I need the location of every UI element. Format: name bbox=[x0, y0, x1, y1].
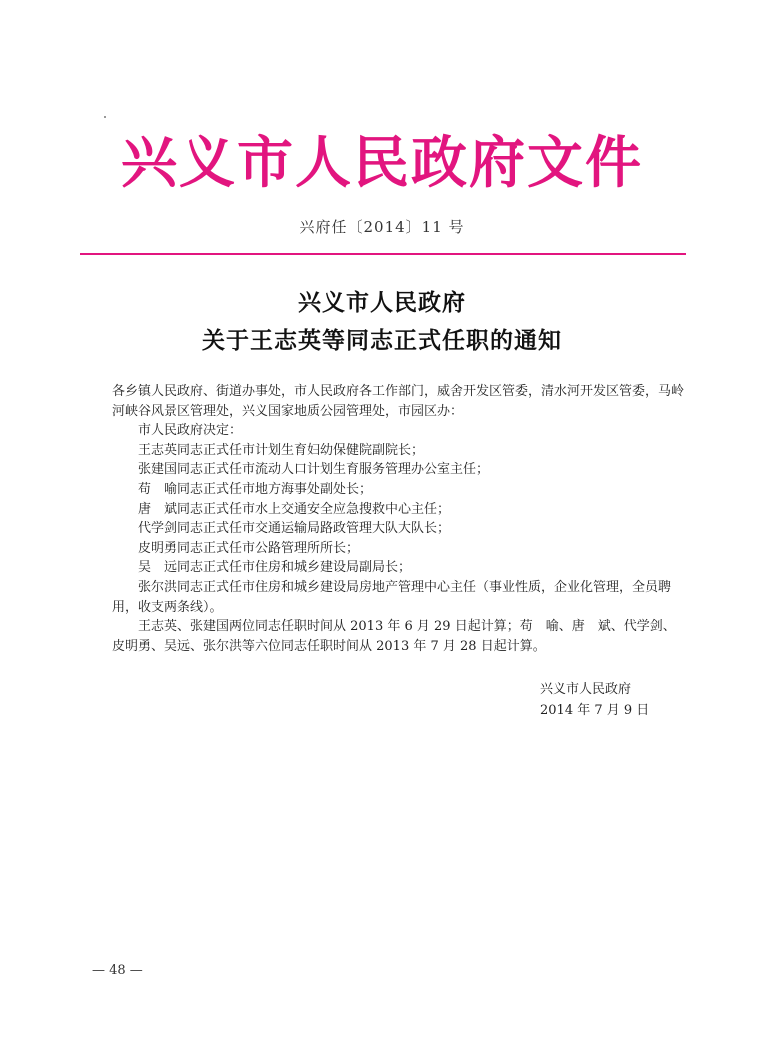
decision-intro: 市人民政府决定： bbox=[138, 423, 243, 439]
page-number: — 48 — bbox=[92, 963, 143, 978]
notice-title bbox=[0, 284, 764, 360]
red-divider-line bbox=[80, 253, 686, 255]
timing-paragraph: 王志英、张建国两位同志任职时间从 2013 年 6 月 29 日起计算；苟 喻、唐 斌、代学剑、皮明勇、吴远、张尔洪等六位同志任职时间从 2013 年 7 月 28 日起计算。 bbox=[112, 619, 676, 654]
appointment-item: 吴 远同志正式任市住房和城乡建设局副局长； bbox=[138, 560, 412, 576]
document-header-title: 兴义市人民政府文件 bbox=[121, 130, 643, 196]
margin-mark bbox=[104, 116, 106, 118]
appointment-item: 张尔洪同志正式任市住房和城乡建设局房地产管理中心主任（事业性质，企业化管理，全员聘用，收支两条线）。 bbox=[112, 579, 672, 615]
notice-title-line-2: 关于王志英等同志正式任职的通知 bbox=[202, 327, 562, 354]
appointment-item: 皮明勇同志正式任市公路管理所所长； bbox=[138, 540, 360, 556]
signature-block bbox=[540, 679, 649, 721]
appointment-item: 唐 斌同志正式任市水上交通安全应急搜救中心主任； bbox=[138, 501, 451, 517]
notice-title-line-1: 兴义市人民政府 bbox=[298, 289, 466, 316]
appointment-item: 苟 喻同志正式任市地方海事处副处长； bbox=[138, 481, 373, 497]
issuer-name: 兴义市人民政府 bbox=[540, 682, 632, 697]
document-number: 兴府任〔2014〕11 号 bbox=[299, 218, 465, 236]
issue-date: 2014 年 7 月 9 日 bbox=[540, 703, 650, 718]
addressee-paragraph: 各乡镇人民政府、街道办事处，市人民政府各工作部门，威舍开发区管委，清水河开发区管委，马岭河峡谷风景区管理处，兴义国家地质公园管理处，市园区办： bbox=[112, 384, 685, 419]
appointment-item: 王志英同志正式任市计划生育妇幼保健院副院长； bbox=[138, 442, 425, 458]
notice-body bbox=[112, 382, 688, 656]
appointment-item: 代学剑同志正式任市交通运输局路政管理大队大队长； bbox=[138, 521, 451, 537]
appointment-item: 张建国同志正式任市流动人口计划生育服务管理办公室主任； bbox=[138, 462, 490, 478]
